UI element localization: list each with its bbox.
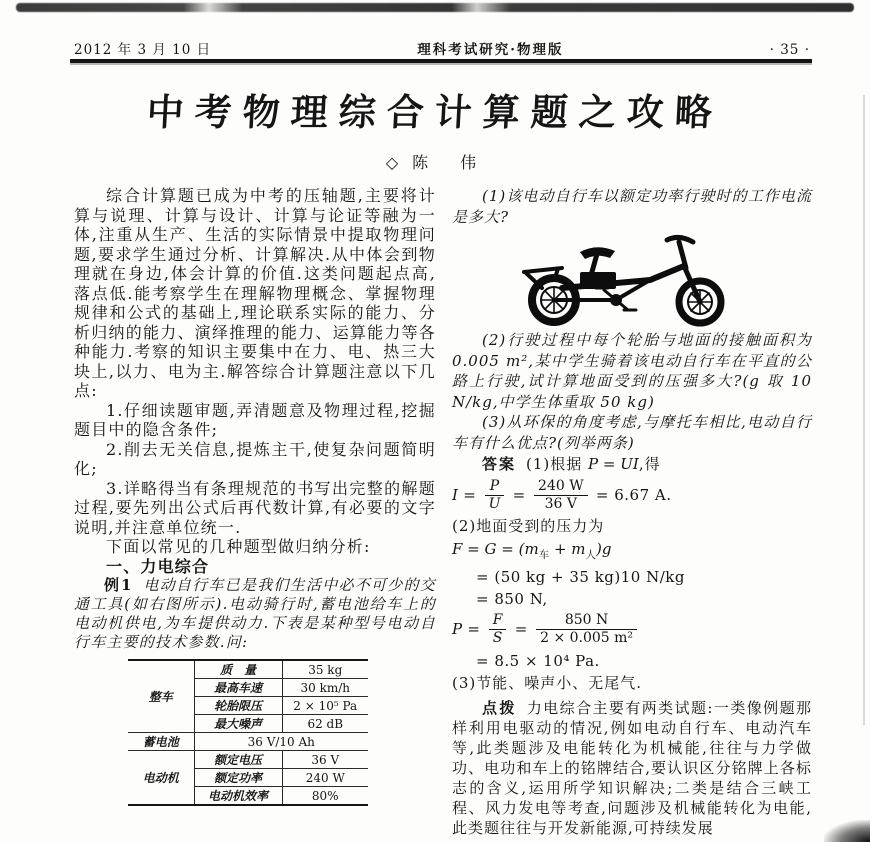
tip-label: 点拨 xyxy=(482,699,517,718)
scan-artifact-bottom-right xyxy=(824,820,870,842)
table-value: 35 kg xyxy=(282,660,368,679)
table-value-battery: 36 V/10 Ah xyxy=(194,733,368,751)
table-value: 36 V xyxy=(282,751,368,769)
table-value: 62 dB xyxy=(282,715,368,733)
answer-intro: 答案 (1)根据 P = UI,得 xyxy=(482,455,661,473)
author-name: 陈 伟 xyxy=(412,153,485,172)
table-group-motor: 电动机 xyxy=(128,751,194,806)
equation-current: I = $\frac{P}{U}$ = $\frac{240 W}{36 V}$ = 6.67 A. xyxy=(452,477,672,512)
table-label: 额定功率 xyxy=(194,769,282,787)
solution-point-2: 2.削去无关信息,提炼主干,使复杂问题简明化; xyxy=(74,439,436,478)
fraction-F-over-S: $\frac{F}{S}$ xyxy=(489,613,507,647)
table-row xyxy=(128,660,368,679)
example-paragraph xyxy=(74,576,436,652)
right-column xyxy=(452,186,812,838)
header-page-number: · 35 · xyxy=(769,42,810,58)
tip-section xyxy=(452,698,812,838)
table-label: 电动机效率 xyxy=(194,787,282,806)
question-3: (3)从环保的角度考虑,与摩托车相比,电动自行车有什么优点?(列举两条) xyxy=(452,413,812,452)
tip-text: 力电综合主要有两类试题:一类像例题那样利用电驱动的情况,例如电动自行车、电动汽车等,此类题涉及电能转化为机械能,往往与力学做功、电功和车上的铭牌结合,要认识区分铭牌上各标志的含义,运用所学知识解决;二类是结合三峡工程、风力发电等考查,问题涉及机械能转化为电能,此类题往往与开发新能源,可持续发展 xyxy=(452,699,812,838)
scan-artifact-top-strip xyxy=(16,3,854,12)
ebike-image xyxy=(500,230,750,327)
table-label: 最高车速 xyxy=(194,679,282,697)
section-heading: 一、力电综合 xyxy=(106,556,210,576)
header-journal-title: 理科考试研究·物理版 xyxy=(417,42,564,58)
table-value: 240 W xyxy=(282,769,368,787)
table-value: 30 km/h xyxy=(282,679,368,697)
equation-force-line3: = 850 N, xyxy=(476,589,548,608)
author-line xyxy=(0,150,870,173)
spec-table xyxy=(128,659,368,806)
fraction-P-over-U: $\frac{P}{U}$ xyxy=(485,479,505,513)
table-group-battery: 蓄电池 xyxy=(128,733,194,751)
answer-block xyxy=(452,454,812,693)
answer2-intro: (2)地面受到的压力为 xyxy=(452,517,605,536)
example-label: 例1 xyxy=(104,576,134,594)
question-2: (2)行驶过程中每个轮胎与地面的接触面积为 0.005 m²,某中学生骑着该电动自行车在平直的公路上行驶,试计算地面受到的压强多大?(g 取 10 N/kg,中学生体重取 50 kg) xyxy=(452,331,812,411)
table-label: 最大噪声 xyxy=(194,715,282,733)
ebike-figure xyxy=(500,230,750,327)
equation-force-line2: = (50 kg + 35 kg)10 N/kg xyxy=(476,567,685,586)
table-value: 2 × 10⁵ Pa xyxy=(282,697,368,715)
table-label: 额定电压 xyxy=(194,751,282,769)
left-column xyxy=(74,186,436,806)
solution-point-3: 3.详略得当有条理规范的书写出完整的解题过程,要先列出公式后再代数计算,有必要的文字说明,并注意单位统一. xyxy=(74,478,436,537)
table-row xyxy=(128,751,368,769)
author-diamond-icon: ◇ xyxy=(385,153,399,172)
tip-paragraph xyxy=(452,698,812,838)
header-rule xyxy=(70,59,812,63)
answer-3: (3)节能、噪声小、无尾气. xyxy=(452,673,643,692)
answer-label: 答案 xyxy=(482,455,517,473)
intro-paragraph: 综合计算题已成为中考的压轴题,主要将计算与说理、计算与设计、计算与论证等融为一体,注重从生产、生活的实际情景中提取物理问题,要求学生通过分析、计算解决.从中体会到物理就在身边,体会计算的价值.这类问题起点高,落点低.能考察学生在理解物理概念、掌握物理规律和公式的基础上,理论联系实际的能力、分析归纳的能力、演绎推理的能力、运算能力等各种能力.考察的知识主要集中在力、电、热三大块上,以力、电为主.解答综合计算题注意以下几点: xyxy=(74,186,436,400)
table-row xyxy=(128,733,368,751)
formula-p-ui: P = UI xyxy=(588,455,639,473)
lead-in-line: 下面以常见的几种题型做归纳分析: xyxy=(106,537,371,556)
example-text: 电动自行车已是我们生活中必不可少的交通工具(如右图所示).电动骑行时,蓄电池给车上的电动机供电,为车提供动力.下表是某种型号电动自行车主要的技术参数.问: xyxy=(74,576,437,651)
table-group-whole-vehicle: 整车 xyxy=(128,660,194,733)
question-1: (1)该电动自行车以额定功率行驶时的工作电流是多大? xyxy=(452,187,812,226)
header-date: 2012 年 3 月 10 日 xyxy=(74,42,212,58)
fraction-850N-over-area: $\frac{850 N}{\text{2 × 0.005 m²}}$ xyxy=(536,613,637,647)
table-label: 轮胎限压 xyxy=(194,697,282,715)
fraction-240W-over-36V: $\frac{240 W}{36 V}$ xyxy=(534,479,588,513)
equation-pressure-result: = 8.5 × 10⁴ Pa. xyxy=(476,651,600,670)
solution-point-1: 1.仔细读题审题,弄清题意及物理过程,挖掘题目中的隐含条件; xyxy=(74,400,436,439)
equation-pressure: P = $\frac{F}{S}$ = $\frac{850 N}{\text{2 × 0.005 m²}}$ xyxy=(452,613,812,647)
table-value: 80% xyxy=(282,787,368,806)
page-header xyxy=(74,38,810,58)
equation-force-line1: $F = G = (m_车 + m_人)g$ xyxy=(452,539,612,561)
article-title: 中考物理综合计算题之攻略 xyxy=(145,90,724,134)
table-label: 质 量 xyxy=(194,660,282,679)
scan-artifact-right-edge xyxy=(863,95,865,725)
